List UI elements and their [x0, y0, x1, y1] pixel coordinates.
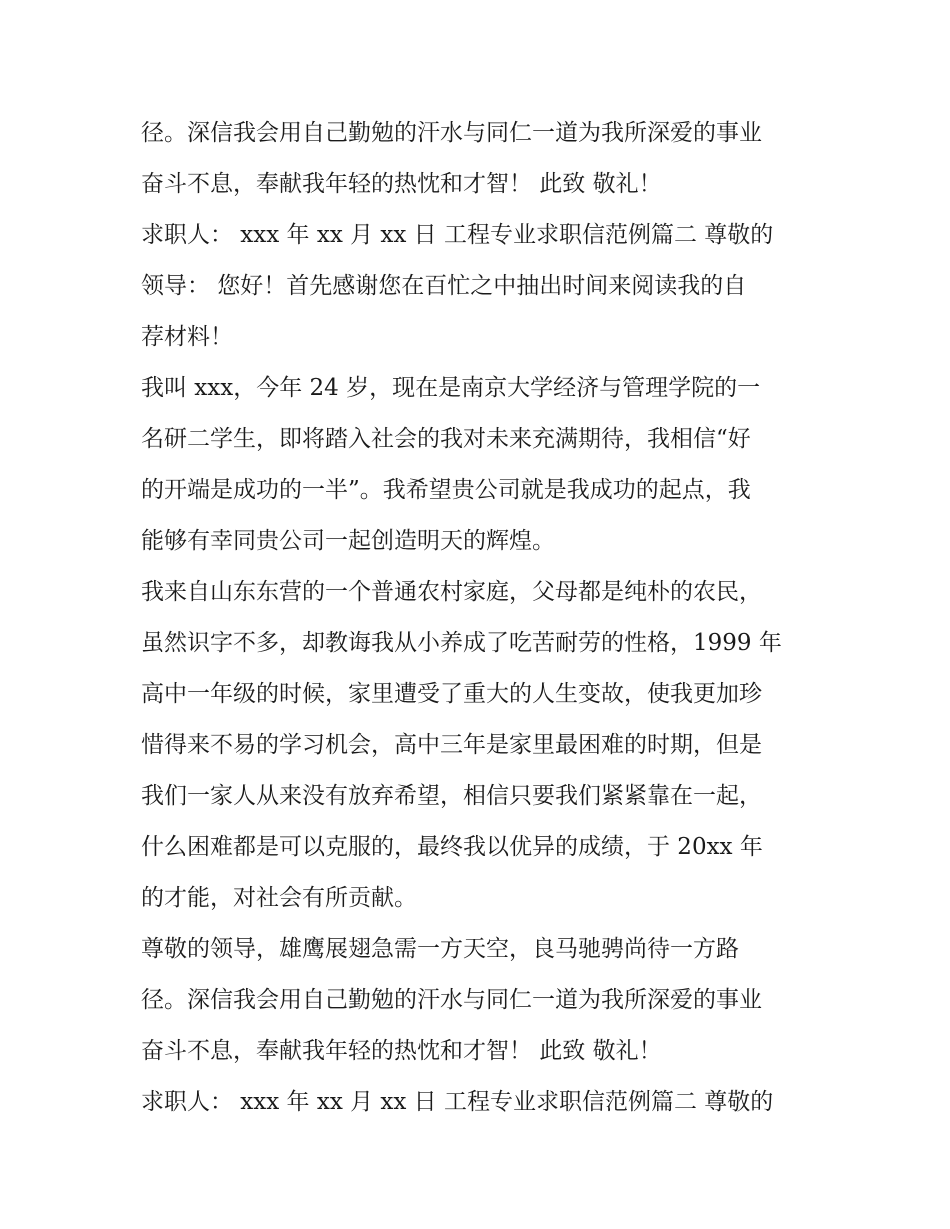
- text-line: 惜得来不易的学习机会，高中三年是家里最困难的时期，但是: [141, 732, 762, 758]
- text-line: 领导： 您好！首先感谢您在百忙之中抽出时间来阅读我的自: [141, 273, 747, 299]
- text-line: 径。深信我会用自己勤勉的汗水与同仁一道为我所深爱的事业: [141, 120, 762, 146]
- text-line: 奋斗不息，奉献我年轻的热忱和才智！ 此致 敬礼！: [141, 1038, 662, 1064]
- text-line: 我们一家人从来没有放弃希望，相信只要我们紧紧靠在一起，: [141, 783, 762, 809]
- text-line: 的才能，对社会有所贡献。: [141, 885, 417, 911]
- text-line: 求职人： xxx 年 xx 月 xx 日 工程专业求职信范例篇二 尊敬的: [141, 222, 774, 248]
- text-line: 尊敬的领导，雄鹰展翅急需一方天空，良马驰骋尚待一方路: [141, 936, 739, 962]
- text-line: 求职人： xxx 年 xx 月 xx 日 工程专业求职信范例篇二 尊敬的: [141, 1089, 774, 1115]
- text-line: 高中一年级的时候，家里遭受了重大的人生变故，使我更加珍: [141, 681, 762, 707]
- text-line: 我叫 xxx，今年 24 岁，现在是南京大学经济与管理学院的一: [141, 375, 761, 401]
- text-line: 虽然识字不多，却教诲我从小养成了吃苦耐劳的性格，1999 年: [141, 630, 782, 656]
- document-text-body: [141, 108, 821, 1128]
- text-line: 我来自山东东营的一个普通农村家庭，父母都是纯朴的农民，: [141, 579, 762, 605]
- text-line: 什么困难都是可以克服的，最终我以优异的成绩，于 20xx 年: [141, 834, 763, 860]
- text-line: 名研二学生，即将踏入社会的我对未来充满期待，我相信“好: [141, 426, 751, 452]
- text-line: 奋斗不息，奉献我年轻的热忱和才智！ 此致 敬礼！: [141, 171, 662, 197]
- text-line: 荐材料！: [141, 324, 233, 350]
- text-line: 能够有幸同贵公司一起创造明天的辉煌。: [141, 528, 555, 554]
- text-line: 径。深信我会用自己勤勉的汗水与同仁一道为我所深爱的事业: [141, 987, 762, 1013]
- text-line: 的开端是成功的一半”。我希望贵公司就是我成功的起点，我: [141, 477, 751, 503]
